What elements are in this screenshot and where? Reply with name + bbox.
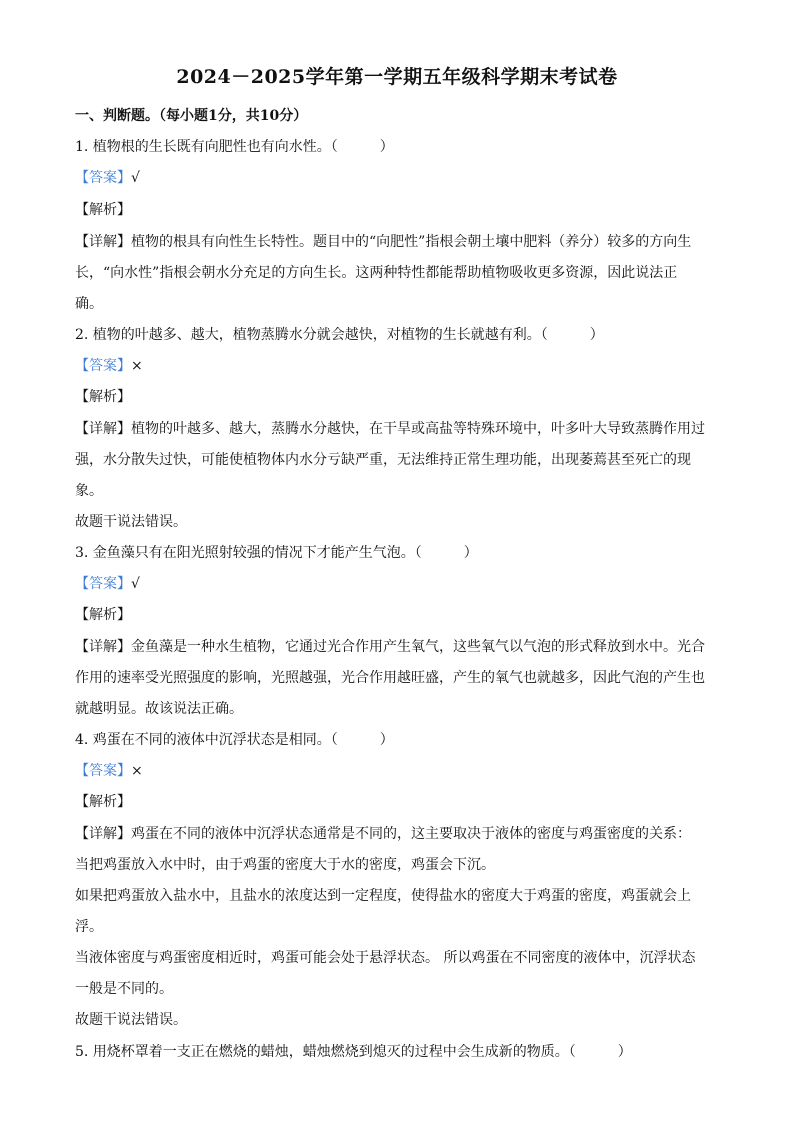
- answer-3: [75, 573, 715, 593]
- question-2: 2. 植物的叶越多、越大，植物蒸腾水分就会越快，对植物的生长就越有利。（ ）: [75, 327, 604, 343]
- analysis-label-3: 【解析】: [75, 607, 131, 623]
- detail-2-line-3: 象。: [75, 483, 103, 499]
- answer-label: 【答案】: [75, 576, 131, 592]
- detail-4-line-5: 当液体密度与鸡蛋密度相近时，鸡蛋可能会处于悬浮状态。 所以鸡蛋在不同密度的液体中，沉浮状态: [75, 950, 696, 966]
- detail-1-line-3: 确。: [75, 296, 103, 312]
- detail-3-line-2: 作用的速率受光照强度的影响，光照越强，光合作用越旺盛，产生的氧气也就越多，因此气泡的产生也: [75, 670, 705, 686]
- detail-2-line-2: 强，水分散失过快，可能使植物体内水分亏缺严重，无法维持正常生理功能，出现萎蔫甚至死亡的现: [75, 452, 691, 468]
- detail-2-line-4: 故题干说法错误。: [75, 514, 187, 530]
- question-3: 3. 金鱼藻只有在阳光照射较强的情况下才能产生气泡。（ ）: [75, 545, 478, 561]
- detail-4-line-1: 【详解】鸡蛋在不同的液体中沉浮状态通常是不同的，这主要取决于液体的密度与鸡蛋密度的关系：: [75, 826, 691, 842]
- answer-2: [75, 355, 715, 375]
- detail-3-line-1: 【详解】金鱼藻是一种水生植物，它通过光合作用产生氧气，这些氧气以气泡的形式释放到水中。光合: [75, 639, 705, 655]
- answer-label: 【答案】: [75, 763, 131, 779]
- section-heading: 一、判断题。（每小题1分，共10分）: [75, 108, 308, 124]
- analysis-label-4: 【解析】: [75, 794, 131, 810]
- detail-1-line-1: 【详解】植物的根具有向性生长特性。题目中的“向肥性”指根会朝土壤中肥料（养分）较多的方向生: [75, 234, 692, 250]
- detail-4-line-3: 如果把鸡蛋放入盐水中，且盐水的浓度达到一定程度，使得盐水的密度大于鸡蛋的密度，鸡蛋就会上: [75, 888, 691, 904]
- detail-4-line-7: 故题干说法错误。: [75, 1012, 187, 1028]
- answer-value: ×: [131, 358, 143, 374]
- detail-2-line-1: 【详解】植物的叶越多、越大，蒸腾水分越快，在干旱或高盐等特殊环境中，叶多叶大导致蒸腾作用过: [75, 421, 705, 437]
- answer-value: ×: [131, 763, 143, 779]
- analysis-label-2: 【解析】: [75, 389, 131, 405]
- answer-label: 【答案】: [75, 170, 131, 186]
- page-title: 2024－2025学年第一学期五年级科学期末考试卷: [176, 66, 618, 88]
- detail-4-line-4: 浮。: [75, 919, 103, 935]
- answer-1: [75, 167, 715, 187]
- detail-4-line-2: 当把鸡蛋放入水中时，由于鸡蛋的密度大于水的密度，鸡蛋会下沉。: [75, 857, 495, 873]
- detail-3-line-3: 就越明显。故该说法正确。: [75, 701, 243, 717]
- question-1: 1. 植物根的生长既有向肥性也有向水性。（ ）: [75, 139, 394, 155]
- detail-1-line-2: 长，“向水性”指根会朝水分充足的方向生长。这两种特性都能帮助植物吸收更多资源，因此说法正: [75, 265, 678, 281]
- detail-4-line-6: 一般是不同的。: [75, 981, 173, 997]
- question-5: 5. 用烧杯罩着一支正在燃烧的蜡烛，蜡烛燃烧到熄灭的过程中会生成新的物质。（ ）: [75, 1044, 632, 1060]
- analysis-label-1: 【解析】: [75, 202, 131, 218]
- question-4: 4. 鸡蛋在不同的液体中沉浮状态是相同。（ ）: [75, 732, 394, 748]
- answer-value: √: [131, 170, 140, 186]
- answer-label: 【答案】: [75, 358, 131, 374]
- answer-value: √: [131, 576, 140, 592]
- answer-4: [75, 760, 715, 780]
